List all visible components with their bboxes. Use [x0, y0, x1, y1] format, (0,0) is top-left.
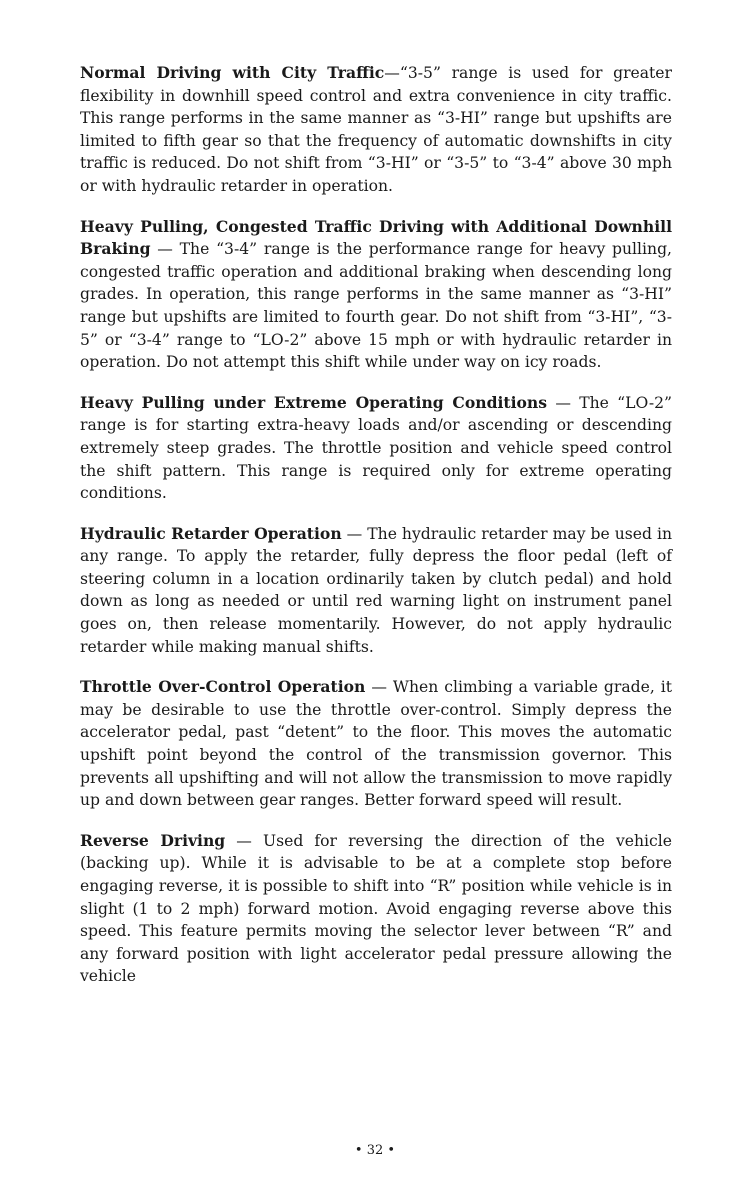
section-body: Used for reversing the direction of the vehicle (backing up). While it is advisable to be at a complete stop before engaging reverse, it is possible to shift into “R” position while vehicle is in slight (1 to 2 mph) forward motion. Avoid engaging reverse above this speed. This feature permits moving the selector lever between “R” and any forward position with light accelerator pedal pressure allowing the vehicle — [80, 831, 672, 986]
section-heading: Heavy Pulling under Extreme Operating Conditions — [80, 392, 548, 412]
section-separator: — — [365, 678, 393, 697]
section-separator: — — [341, 524, 368, 543]
section-body: The “LO-2” range is for starting extra-heavy loads and/or ascending or descending extremely steep grades. The throttle position and vehicle speed control the shift pattern. This range is required only for extreme operating conditions. — [80, 393, 672, 503]
section-body: “3-5” range is used for greater flexibility in downhill speed control and extra convenience in city traffic. This range performs in the same manner as “3-HI” range but upshifts are limited to fifth gear so that the frequency of automatic downshifts in city traffic is reduced. Do not shift from “3-HI” or “3-5” to “3-4” above 30 mph or with hydraulic retarder in operation. — [80, 64, 672, 195]
section-reverse-driving — [80, 830, 672, 988]
manual-page — [80, 62, 672, 1006]
section-hydraulic-retarder — [80, 523, 672, 659]
section-heading: Normal Driving with City Traffic — [80, 63, 385, 82]
section-body: The hydraulic retarder may be used in any range. To apply the retarder, fully depress the floor pedal (left of steering column in a location ordinarily taken by clutch pedal) and hold down as long as needed or until red warning light on instrument panel goes on, then release momentarily. However, do not apply hydraulic retarder while making manual shifts. — [80, 524, 672, 656]
section-heading: Hydraulic Retarder Operation — [80, 523, 342, 543]
section-heavy-pulling-congested — [80, 216, 672, 374]
section-body: The “3-4” range is the performance range for heavy pulling, congested traffic operation and additional braking when descending long grades. In operation, this range performs in the same manner as “3-HI” range but upshifts are limited to fourth gear. Do not shift from “3-HI”, “3-5” or “3-4” range to “LO-2” above 15 mph or with hydraulic retarder in operation. Do not attempt this shift while under way on icy roads. — [80, 240, 673, 372]
section-heading: Throttle Over-Control Operation — [80, 677, 366, 697]
section-separator: — — [225, 831, 263, 850]
section-normal-driving — [80, 62, 672, 198]
section-separator: — — [384, 64, 400, 82]
section-separator: — — [547, 393, 580, 412]
section-heavy-pulling-extreme — [80, 392, 672, 505]
section-heading: Heavy Pulling, Congested Traffic Driving with Additional Downhill Braking — [80, 216, 672, 259]
page-number: • 32 • — [354, 1143, 396, 1158]
section-separator: — — [150, 240, 180, 259]
section-heading: Reverse Driving — [80, 830, 226, 850]
section-throttle-over-control — [80, 676, 672, 812]
section-body: When climbing a variable grade, it may be desirable to use the throttle over-control. Simply depress the accelerator pedal, past “detent” to the floor. This moves the automatic upshift point beyond the control of the transmission governor. This prevents all upshifting and will not allow the transmission to move rapidly up and down between gear ranges. Better forward speed will result. — [80, 678, 673, 810]
